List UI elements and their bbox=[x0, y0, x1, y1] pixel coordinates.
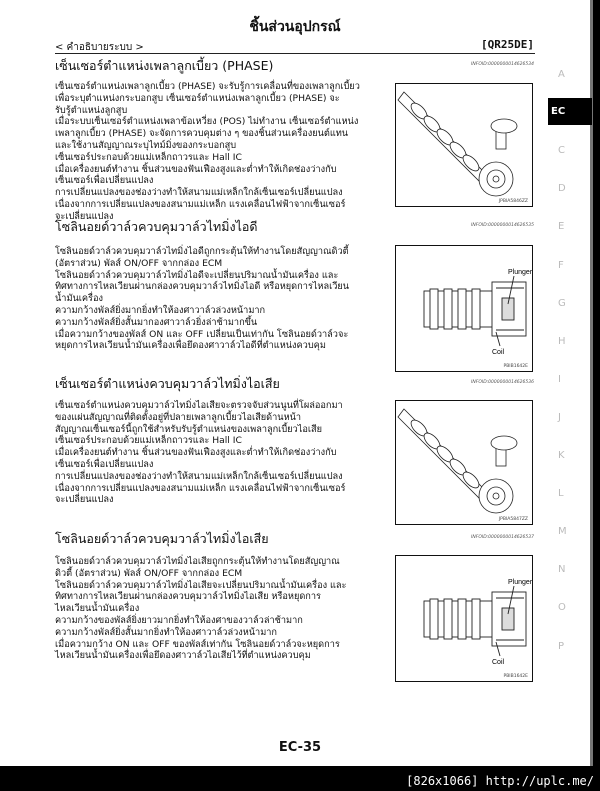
watermark: [826x1066] http://uplc.me/ bbox=[406, 774, 594, 788]
section-body bbox=[55, 556, 395, 662]
info-id: INFOID:0000000014626535 bbox=[471, 223, 534, 228]
body-line: เมื่อเครื่องยนต์ทำงาน ชิ้นส่วนของฟันเฟืองสูงและต่ำทำให้เกิดช่องว่างกับ bbox=[55, 163, 337, 175]
section-heading: เซ็นเซอร์ตำแหน่งเพลาลูกเบี้ยว (PHASE) bbox=[55, 58, 274, 73]
figure bbox=[395, 83, 533, 207]
figure-id: PBIB1642E bbox=[503, 364, 528, 369]
camshaft-sensor-illustration bbox=[396, 84, 532, 206]
side-tab-m[interactable]: M bbox=[558, 526, 567, 538]
body-line: เซ็นเซอร์เพื่อเปลี่ยนแปลง bbox=[55, 458, 154, 470]
side-tab-g[interactable]: G bbox=[558, 297, 566, 309]
side-tab-n[interactable]: N bbox=[558, 564, 566, 576]
page-title: ชิ้นส่วนอุปกรณ์ bbox=[249, 19, 341, 35]
body-line: โซลินอยด์วาล์วควบคุมวาล์วไทมิ่งไอดีจะเปลี่ยนปริมาณน้ำมันเครื่อง และ bbox=[55, 269, 339, 281]
side-tab-l[interactable]: L bbox=[558, 488, 564, 500]
section-heading: โซลินอยด์วาล์วควบคุมวาล์วไทมิ่งไอเสีย bbox=[55, 531, 269, 546]
info-id: INFOID:0000000014626534 bbox=[471, 62, 534, 67]
body-line: เพื่อระบุตำแหน่งกระบอกสูบ เซ็นเซอร์ตำแหน่งเพลาลูกเบี้ยว (PHASE) จะ bbox=[55, 92, 340, 104]
page-number: EC-35 bbox=[278, 740, 322, 755]
body-line: ทิศทางการไหลเวียนผ่านกล่องควบคุมวาล์วไทมิ่งไอเสีย หรือหยุดการ bbox=[55, 591, 321, 603]
section-body bbox=[55, 81, 395, 223]
body-line: น้ำมันเครื่อง bbox=[55, 293, 104, 305]
info-id: INFOID:0000000014626536 bbox=[471, 380, 534, 385]
figure-id: PBIB1642E bbox=[503, 674, 528, 679]
body-line: การเปลี่ยนแปลงของช่องว่างทำให้สนามแม่เหล็กใกล้เซ็นเซอร์เปลี่ยนแปลง bbox=[55, 470, 343, 482]
coil-label: Coil bbox=[492, 659, 505, 666]
figure-id: JPBIA5846ZZ bbox=[498, 199, 528, 204]
body-line: การเปลี่ยนแปลงของช่องว่างทำให้สนามแม่เหล็กใกล้เซ็นเซอร์เปลี่ยนแปลง bbox=[55, 187, 343, 199]
side-tab-k[interactable]: K bbox=[558, 450, 565, 461]
body-line: ไหลเวียนน้ำมันเครื่องเพื่อยึดองศาวาล์วไอเสียไว้ที่ตำแหน่งควบคุม bbox=[55, 650, 311, 662]
body-line: และใช้งานสัญญาณระบุไทม์มิ่งของกระบอกสูบ bbox=[55, 139, 237, 151]
side-tab-e[interactable]: E bbox=[558, 221, 565, 233]
header-divider bbox=[55, 53, 535, 54]
figure bbox=[395, 555, 533, 682]
body-line: โซลินอยด์วาล์วควบคุมวาล์วไทมิ่งไอเสียจะเปลี่ยนปริมาณน้ำมันเครื่อง และ bbox=[55, 579, 347, 591]
section-heading: โซลินอยด์วาล์วควบคุมวาล์วไทมิ่งไอดี bbox=[55, 219, 258, 234]
body-line: ทิศทางการไหลเวียนผ่านกล่องควบคุมวาล์วไทมิ่งไอดี หรือหยุดการไหลเวียน bbox=[55, 281, 350, 293]
side-tab-ec[interactable]: EC bbox=[548, 98, 592, 125]
body-line: ความกว้างของพัลส์ยิ่งยาวมากยิ่งทำให้องศาของวาล์วล่าช้ามาก bbox=[55, 614, 303, 626]
side-tab-c[interactable]: C bbox=[558, 145, 565, 157]
body-line: ของแผ่นสัญญาณที่ติดตั้งอยู่ที่ปลายเพลาลูกเบี้ยวไอเสียด้านหน้า bbox=[55, 411, 302, 423]
breadcrumb: < คำอธิบายระบบ > bbox=[55, 42, 144, 53]
body-line: เนื่องจากการเปลี่ยนแปลงของสนามแม่เหล็ก แรงเคลื่อนไฟฟ้าจากเซ็นเซอร์ bbox=[55, 198, 346, 210]
body-line: รับรู้ตำแหน่งลูกสูบ bbox=[55, 104, 128, 116]
body-line: ดิวตี้ (อัตราส่วน) พัลส์ ON/OFF จากกล่อง ECM bbox=[55, 567, 243, 579]
body-line: เซ็นเซอร์ประกอบด้วยแม่เหล็กถาวรและ Hall IC bbox=[55, 151, 242, 163]
side-tab-h[interactable]: H bbox=[558, 335, 566, 347]
body-line: เพลาลูกเบี้ยว (PHASE) จะจัดการควบคุมต่าง ๆ ของชิ้นส่วนเครื่องยนต์แทน bbox=[55, 128, 349, 140]
plunger-label: Plunger bbox=[508, 269, 532, 276]
body-line: เมื่อเครื่องยนต์ทำงาน ชิ้นส่วนของฟันเฟืองสูงและต่ำทำให้เกิดช่องว่างกับ bbox=[55, 447, 337, 459]
engine-model: [QR25DE] bbox=[481, 38, 534, 51]
info-id: INFOID:0000000014626537 bbox=[471, 535, 534, 540]
body-line: จะเปลี่ยนแปลง bbox=[55, 210, 114, 222]
side-tab-f[interactable]: F bbox=[558, 259, 564, 271]
body-line: เมื่อระบบเซ็นเซอร์ตำแหน่งเพลาข้อเหวี่ยง (POS) ไม่ทำงาน เซ็นเซอร์ตำแหน่ง bbox=[55, 116, 359, 128]
section-body bbox=[55, 246, 395, 352]
body-line: เซ็นเซอร์ตำแหน่งเพลาลูกเบี้ยว (PHASE) จะรับรู้การเคลื่อนที่ของเพลาลูกเบี้ยว bbox=[55, 81, 360, 92]
body-line: ความกว้างพัลส์ยิ่งมากยิ่งทำให้องศาวาล์วล่วงหน้ามาก bbox=[55, 304, 266, 316]
side-tab-p[interactable]: P bbox=[558, 640, 565, 652]
section-body bbox=[55, 400, 395, 506]
body-line: ความกว้างพัลส์ยิ่งสั้นมากองศาวาล์วยิ่งล่าช้ามากขึ้น bbox=[55, 316, 258, 328]
side-tab-i[interactable]: I bbox=[558, 373, 561, 385]
camshaft-sensor-illustration bbox=[396, 401, 532, 523]
figure bbox=[395, 245, 533, 372]
solenoid-valve-illustration bbox=[396, 556, 532, 681]
side-tab-d[interactable]: D bbox=[558, 183, 566, 195]
figure-id: JPBIA5847ZZ bbox=[498, 517, 528, 522]
section-heading: เซ็นเซอร์ตำแหน่งควบคุมวาล์วไทมิ่งไอเสีย bbox=[55, 376, 280, 391]
body-line: โซลินอยด์วาล์วควบคุมวาล์วไทมิ่งไอเสียถูกกระตุ้นให้ทำงานโดยสัญญาณ bbox=[55, 556, 340, 567]
side-tab-o[interactable]: O bbox=[558, 602, 566, 614]
plunger-label: Plunger bbox=[508, 579, 532, 586]
side-tab-j[interactable]: J bbox=[558, 411, 561, 423]
body-line: โซลินอยด์วาล์วควบคุมวาล์วไทมิ่งไอดีถูกกระตุ้นให้ทำงานโดยสัญญาณดิวตี้ bbox=[55, 246, 349, 257]
body-line: จะเปลี่ยนแปลง bbox=[55, 494, 114, 506]
body-line: ความกว้างพัลส์ยิ่งสั้นมากยิ่งทำให้องศาวาล์วล่วงหน้ามาก bbox=[55, 626, 277, 638]
body-line: เซ็นเซอร์เพื่อเปลี่ยนแปลง bbox=[55, 175, 154, 187]
body-line: ไหลเวียนน้ำมันเครื่อง bbox=[55, 603, 140, 615]
figure bbox=[395, 400, 533, 525]
body-line: สัญญาณเซ็นเซอร์นี้ถูกใช้สำหรับรับรู้ตำแหน่งของเพลาลูกเบี้ยวไอเสีย bbox=[55, 423, 322, 435]
body-line: หยุดการไหลเวียนน้ำมันเครื่องเพื่อยึดองศาวาล์วไอดีที่ตำแหน่งควบคุม bbox=[55, 340, 326, 352]
body-line: เมื่อความกว้างของพัลส์ ON และ OFF เปลี่ยนเป็นเท่ากัน โซลินอยด์วาล์วจะ bbox=[55, 328, 349, 340]
body-line: เซ็นเซอร์ตำแหน่งควบคุมวาล์วไทมิ่งไอเสียจะตรวจจับส่วนนูนที่โผล่ออกมา bbox=[55, 400, 343, 411]
body-line: (อัตราส่วน) พัลส์ ON/OFF จากกล่อง ECM bbox=[55, 257, 223, 269]
side-tab-a[interactable]: A bbox=[558, 69, 565, 80]
coil-label: Coil bbox=[492, 349, 505, 356]
body-line: เซ็นเซอร์ประกอบด้วยแม่เหล็กถาวรและ Hall IC bbox=[55, 435, 242, 447]
body-line: เนื่องจากการเปลี่ยนแปลงของสนามแม่เหล็ก แรงเคลื่อนไฟฟ้าจากเซ็นเซอร์ bbox=[55, 482, 346, 494]
solenoid-valve-illustration bbox=[396, 246, 532, 371]
body-line: เมื่อความกว้าง ON และ OFF ของพัลส์เท่ากัน โซลินอยด์วาล์วจะหยุดการ bbox=[55, 638, 340, 650]
